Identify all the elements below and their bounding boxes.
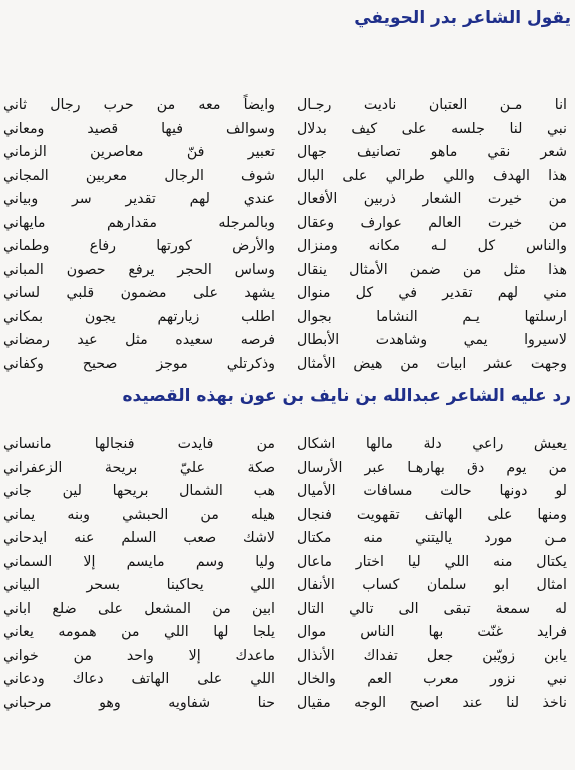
poem1-verse-second-half: وبالمرجله مقدارهم مايهاني (3, 214, 275, 231)
poem2-verse-second-half: اللي على الهاتف دعاك ودعاني (3, 671, 275, 687)
poem1-verse-first-half: انا مـن العتبان ناديت رجـال (297, 97, 567, 113)
poem1-verse-second-half: شوف الرجال معربين المجاني (3, 167, 275, 184)
poem2-verse-first-half: من يوم دق بهارهـا عبر الأرسال (297, 459, 567, 476)
poem1-verse-first-half: من خيرت الشعار ذربين الأفعال (297, 191, 567, 207)
poem1-verse-first-half: لاسيروا يمي وشاهدت الأبطال (297, 332, 567, 348)
poem1-verse-second-half: اطلب زيارتهم يجون بمكاني (3, 308, 275, 325)
poem2-verse-first-half: فرايد غنّت بها الناس موال (297, 624, 567, 640)
poem2-first-half-column (297, 433, 567, 715)
poem2-verse-first-half: ناخذ لنا عند اصبح الوجه مقيال (297, 694, 567, 711)
poem2-verse-first-half: يابن زويّبن جعل تفداك الأنذال (297, 647, 567, 664)
poem1-verse-second-half: يشهد على مضمون قلبي لساني (3, 285, 275, 301)
poem2-verse-first-half: امثال ابو سلمان كساب الأنفال (297, 577, 567, 593)
poem2-verse-second-half: لاشك صعب السلم عنه ايدحاني (3, 530, 275, 546)
poem2-verse-first-half: مـن مورد ياليتني منه مكتال (297, 530, 567, 546)
poem1-verse-second-half: تعبير فنّ معاصرين الزماني (3, 144, 275, 160)
poem2-verse-second-half: هيله من الحبشي وبنه يماني (3, 506, 275, 523)
poem1-verse-first-half: مني لهم تقدير في كل منوال (297, 285, 567, 301)
poem1-verse-second-half: وايضاً معه من حرب رجال ثاني (3, 97, 275, 113)
poem1-verse-second-half: عندي لهم تقدير سر وبياني (3, 191, 275, 207)
poem1-second-half-column (3, 94, 275, 376)
poem1-verse-first-half: وجهت عشر ابيات من هيض الأمثال (297, 355, 567, 372)
poem2-verse-second-half: صكة عليّ بريحة الزعفراني (3, 459, 275, 476)
poem2-title: رد عليه الشاعر عبدالله بن نايف بن عون بهذه القصيده (122, 386, 571, 406)
poem1-title: يقول الشاعر بدر الحويفي (354, 8, 571, 28)
poem1-verse-second-half: وذكرتلي موجز صحيح وكفاني (3, 355, 275, 372)
poem2-verse-first-half: يكتال منه اللي ليا اختار ماعال (297, 553, 567, 570)
poem2-second-half-column (3, 433, 275, 715)
poem2-verse-second-half: هب الشمال بريحها لين جاني (3, 483, 275, 499)
poem1-verse-first-half: نبي لنا جلسه على كيف بدلال (297, 120, 567, 137)
poem2-verse-second-half: ابين من المشعل على ضلع اباني (3, 600, 275, 617)
poem2-verse-second-half: ماعدك إلا واحد من خواني (3, 647, 275, 664)
poem1-verse-second-half: فرصه سعيده مثل عيد رمضاني (3, 332, 275, 348)
poem1-verse-first-half: من خيرت العالم عوارف وعقال (297, 214, 567, 231)
poem1-verse-first-half: هذا مثل من ضمن الأمثال ينقال (297, 261, 567, 278)
poem1-verse-first-half: ارسلتها يـم النشاما بجوال (297, 308, 567, 325)
poem1-verse-first-half: شعر نقي ماهو تصانيف جهال (297, 144, 567, 160)
poem2-verse-second-half: من فايدت فنجالها مانساني (3, 436, 275, 452)
poem1-first-half-column (297, 94, 567, 376)
poem1-verse-second-half: وسوالف فيها قصيد ومعاني (3, 120, 275, 137)
poem1-verse-first-half: والناس كل لـه مكانه ومنزال (297, 238, 567, 254)
poem2-verse-first-half: يعيش راعي دلة مالها اشكال (297, 436, 567, 452)
poem1-verse-second-half: وساس الحجر يرفع حصون المباني (3, 261, 275, 278)
poem2-verse-first-half: له سمعة تبقى الى تالي التال (297, 600, 567, 617)
poem2-verse-second-half: يلجا لها اللي من همومه يعاني (3, 624, 275, 640)
poem1-verse-first-half: هذا الهدف واللي طرالي على البال (297, 167, 567, 184)
poem2-verse-first-half: ومنها على الهاتف تقهويت فنجال (297, 506, 567, 523)
poem2-verse-first-half: لو دونها حالت مسافات الأميال (297, 483, 567, 499)
poem2-verse-second-half: اللي يحاكينا بسحر البياني (3, 577, 275, 593)
poem2-verse-second-half: وليا وسم مايسم إلا السماني (3, 553, 275, 570)
poem1-verse-second-half: والأرض كورتها رفاع وطماني (3, 238, 275, 254)
poem2-verse-first-half: نبي نزور معرب العم والخال (297, 671, 567, 687)
poem2-verse-second-half: حنا شفاويه وهو مرحباني (3, 694, 275, 711)
